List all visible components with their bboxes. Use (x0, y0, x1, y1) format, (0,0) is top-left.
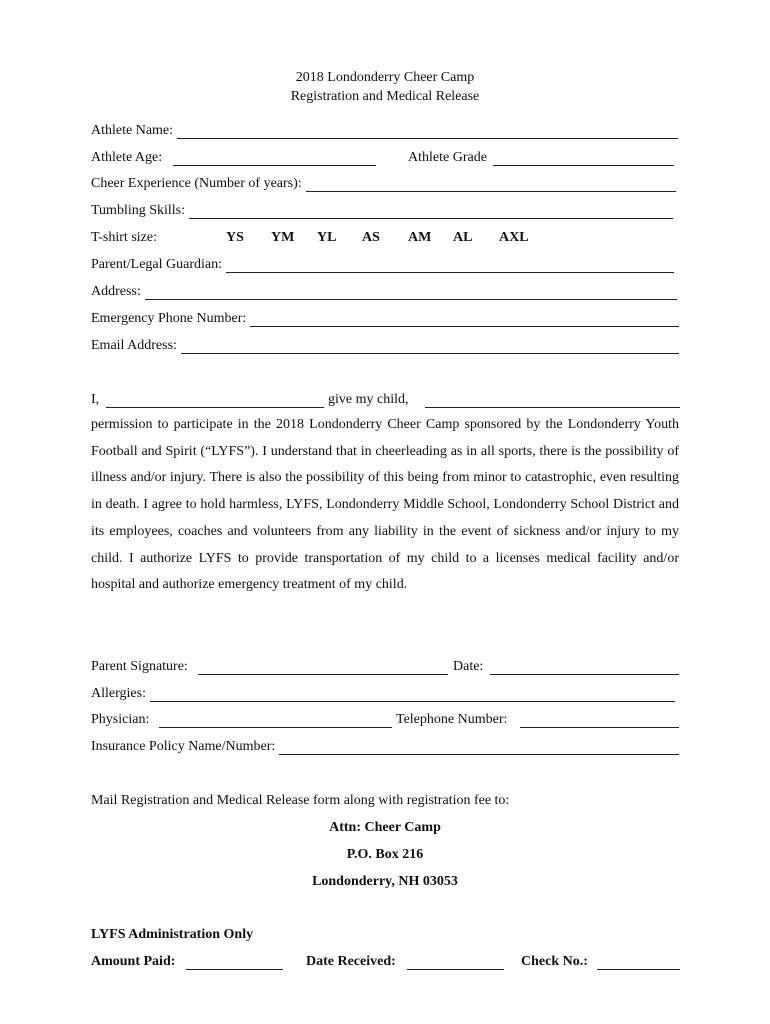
parent-guardian-label: Parent/Legal Guardian: (91, 257, 223, 272)
athlete-grade-line[interactable] (493, 164, 674, 166)
form-title: 2018 Londonderry Cheer Camp (295, 70, 475, 85)
athlete-name-row (91, 123, 678, 139)
amount-paid-label: Amount Paid: (91, 954, 176, 969)
check-no-line[interactable] (597, 968, 680, 970)
tumbling-skills-row (91, 203, 673, 219)
signature-date-label: Date: (453, 659, 484, 674)
parent-name-line[interactable] (106, 406, 324, 408)
allergies-row (91, 686, 675, 702)
insurance-row (91, 739, 679, 755)
date-received-label: Date Received: (306, 954, 396, 969)
physician-label: Physician: (91, 712, 150, 727)
mail-instruction: Mail Registration and Medical Release form along with registration fee to: (91, 793, 510, 808)
address-row (91, 284, 677, 300)
athlete-age-line[interactable] (173, 164, 376, 166)
date-received-line[interactable] (407, 968, 504, 970)
insurance-line[interactable] (279, 741, 679, 755)
tshirt-option-yl[interactable]: YL (317, 230, 337, 245)
parent-guardian-row (91, 257, 674, 273)
email-row (91, 338, 679, 354)
tshirt-option-ys[interactable]: YS (226, 230, 244, 245)
cheer-experience-line[interactable] (306, 178, 676, 192)
tumbling-skills-label: Tumbling Skills: (91, 203, 186, 218)
child-name-line[interactable] (425, 406, 680, 408)
parent-guardian-line[interactable] (226, 259, 674, 273)
mail-attn: Attn: Cheer Camp (329, 820, 441, 835)
allergies-label: Allergies: (91, 686, 146, 701)
tshirt-option-axl[interactable]: AXL (499, 230, 529, 245)
tshirt-option-ym[interactable]: YM (271, 230, 295, 245)
check-no-label: Check No.: (521, 954, 588, 969)
give-my-child-label: give my child, (328, 392, 409, 407)
mail-city: Londonderry, NH 03053 (312, 874, 458, 889)
cheer-experience-row (91, 176, 676, 192)
email-line[interactable] (181, 340, 679, 354)
emergency-phone-row (91, 311, 679, 327)
release-body: permission to participate in the 2018 Londonderry Cheer Camp sponsored by the Londonderry Youth Football and Spirit (“LYFS”). I understand that in cheerleading as in all sports, there is the possibility of illness and/or injury. There is also the possibility of this being from minor to catastrophic, even resulting in death. I agree to hold harmless, LYFS, Londonderry Middle School, Londonderry School District and its employees, coaches and volunteers from any liability in the event of sickness and/or injury to my child. I authorize LYFS to provide transportation of my child to a licenses medical facility and/or hospital and authorize emergency treatment of my child. (91, 417, 679, 593)
athlete-name-line[interactable] (177, 125, 678, 139)
cheer-experience-label: Cheer Experience (Number of years): (91, 176, 302, 191)
emergency-phone-label: Emergency Phone Number: (91, 311, 247, 326)
emergency-phone-line[interactable] (250, 313, 679, 327)
athlete-grade-label: Athlete Grade (408, 150, 487, 165)
tumbling-skills-line[interactable] (189, 205, 673, 219)
form-subtitle: Registration and Medical Release (290, 89, 480, 104)
telephone-line[interactable] (520, 726, 679, 728)
admin-heading: LYFS Administration Only (91, 927, 254, 942)
athlete-name-label: Athlete Name: (91, 123, 174, 138)
physician-line[interactable] (159, 726, 392, 728)
parent-signature-label: Parent Signature: (91, 659, 188, 674)
parent-signature-line[interactable] (198, 673, 448, 675)
tshirt-size-label: T-shirt size: (91, 230, 157, 245)
signature-date-line[interactable] (490, 673, 679, 675)
tshirt-option-am[interactable]: AM (408, 230, 432, 245)
release-i-label: I, (91, 392, 100, 407)
tshirt-option-as[interactable]: AS (362, 230, 380, 245)
tshirt-option-al[interactable]: AL (453, 230, 473, 245)
allergies-line[interactable] (150, 688, 675, 702)
telephone-label: Telephone Number: (396, 712, 508, 727)
insurance-label: Insurance Policy Name/Number: (91, 739, 276, 754)
athlete-age-label: Athlete Age: (91, 150, 163, 165)
mail-po-box: P.O. Box 216 (346, 847, 424, 862)
email-label: Email Address: (91, 338, 177, 353)
amount-paid-line[interactable] (186, 968, 283, 970)
address-line[interactable] (145, 286, 677, 300)
address-label: Address: (91, 284, 141, 299)
